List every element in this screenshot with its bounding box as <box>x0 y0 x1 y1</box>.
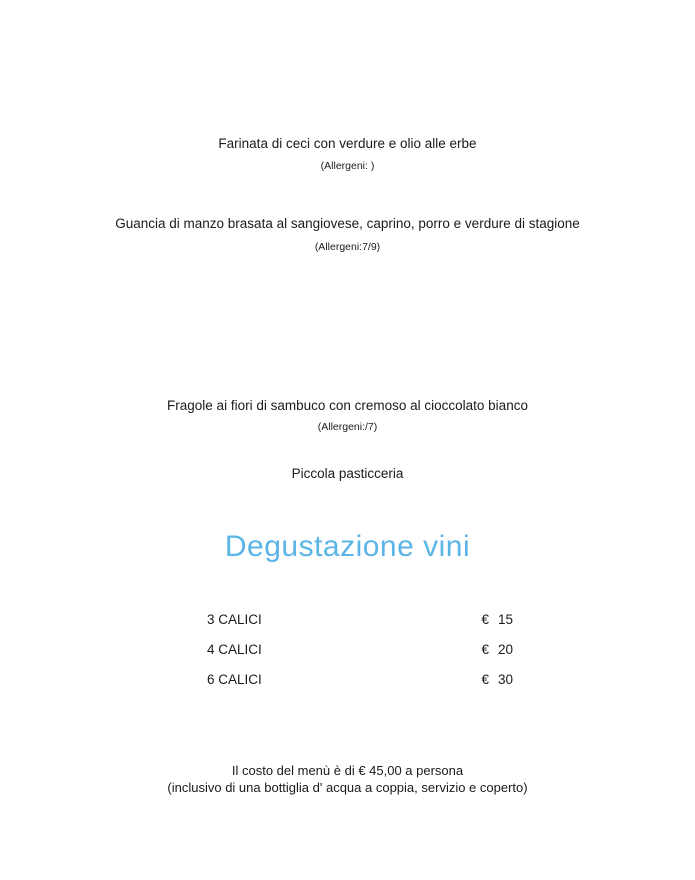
wine-option-row <box>207 612 513 628</box>
wine-option-row <box>207 642 513 658</box>
price-value: 15 <box>497 612 513 627</box>
price-value: 20 <box>497 642 513 657</box>
currency-symbol: € <box>481 612 489 627</box>
wine-option-label: 4 CALICI <box>207 642 262 657</box>
wine-option-price <box>481 612 513 628</box>
currency-symbol: € <box>481 672 489 687</box>
wine-option-row <box>207 672 513 688</box>
course-name-piccola-pasticceria: Piccola pasticceria <box>291 466 404 481</box>
wine-option-price <box>481 642 513 658</box>
wine-tasting-list <box>207 612 513 702</box>
wine-tasting-title: Degustazione vini <box>224 530 471 563</box>
allergens-note-farinata: (Allergeni: ) <box>320 160 375 172</box>
allergens-note-guancia: (Allergeni:7/9) <box>314 241 381 253</box>
wine-option-label: 6 CALICI <box>207 672 262 687</box>
wine-option-price <box>481 672 513 688</box>
course-name-guancia: Guancia di manzo brasata al sangiovese, caprino, porro e verdure di stagione <box>115 216 580 231</box>
menu-inclusions-note: (inclusivo di una bottiglia d' acqua a coppia, servizio e coperto) <box>167 780 528 795</box>
menu-price-note: Il costo del menù è di € 45,00 a persona <box>231 763 464 778</box>
wine-option-label: 3 CALICI <box>207 612 262 627</box>
allergens-note-fragole: (Allergeni:/7) <box>317 421 378 433</box>
course-name-farinata: Farinata di ceci con verdure e olio alle erbe <box>218 136 477 151</box>
currency-symbol: € <box>481 642 489 657</box>
price-value: 30 <box>497 672 513 687</box>
course-name-fragole: Fragole ai fiori di sambuco con cremoso al cioccolato bianco <box>167 398 528 413</box>
